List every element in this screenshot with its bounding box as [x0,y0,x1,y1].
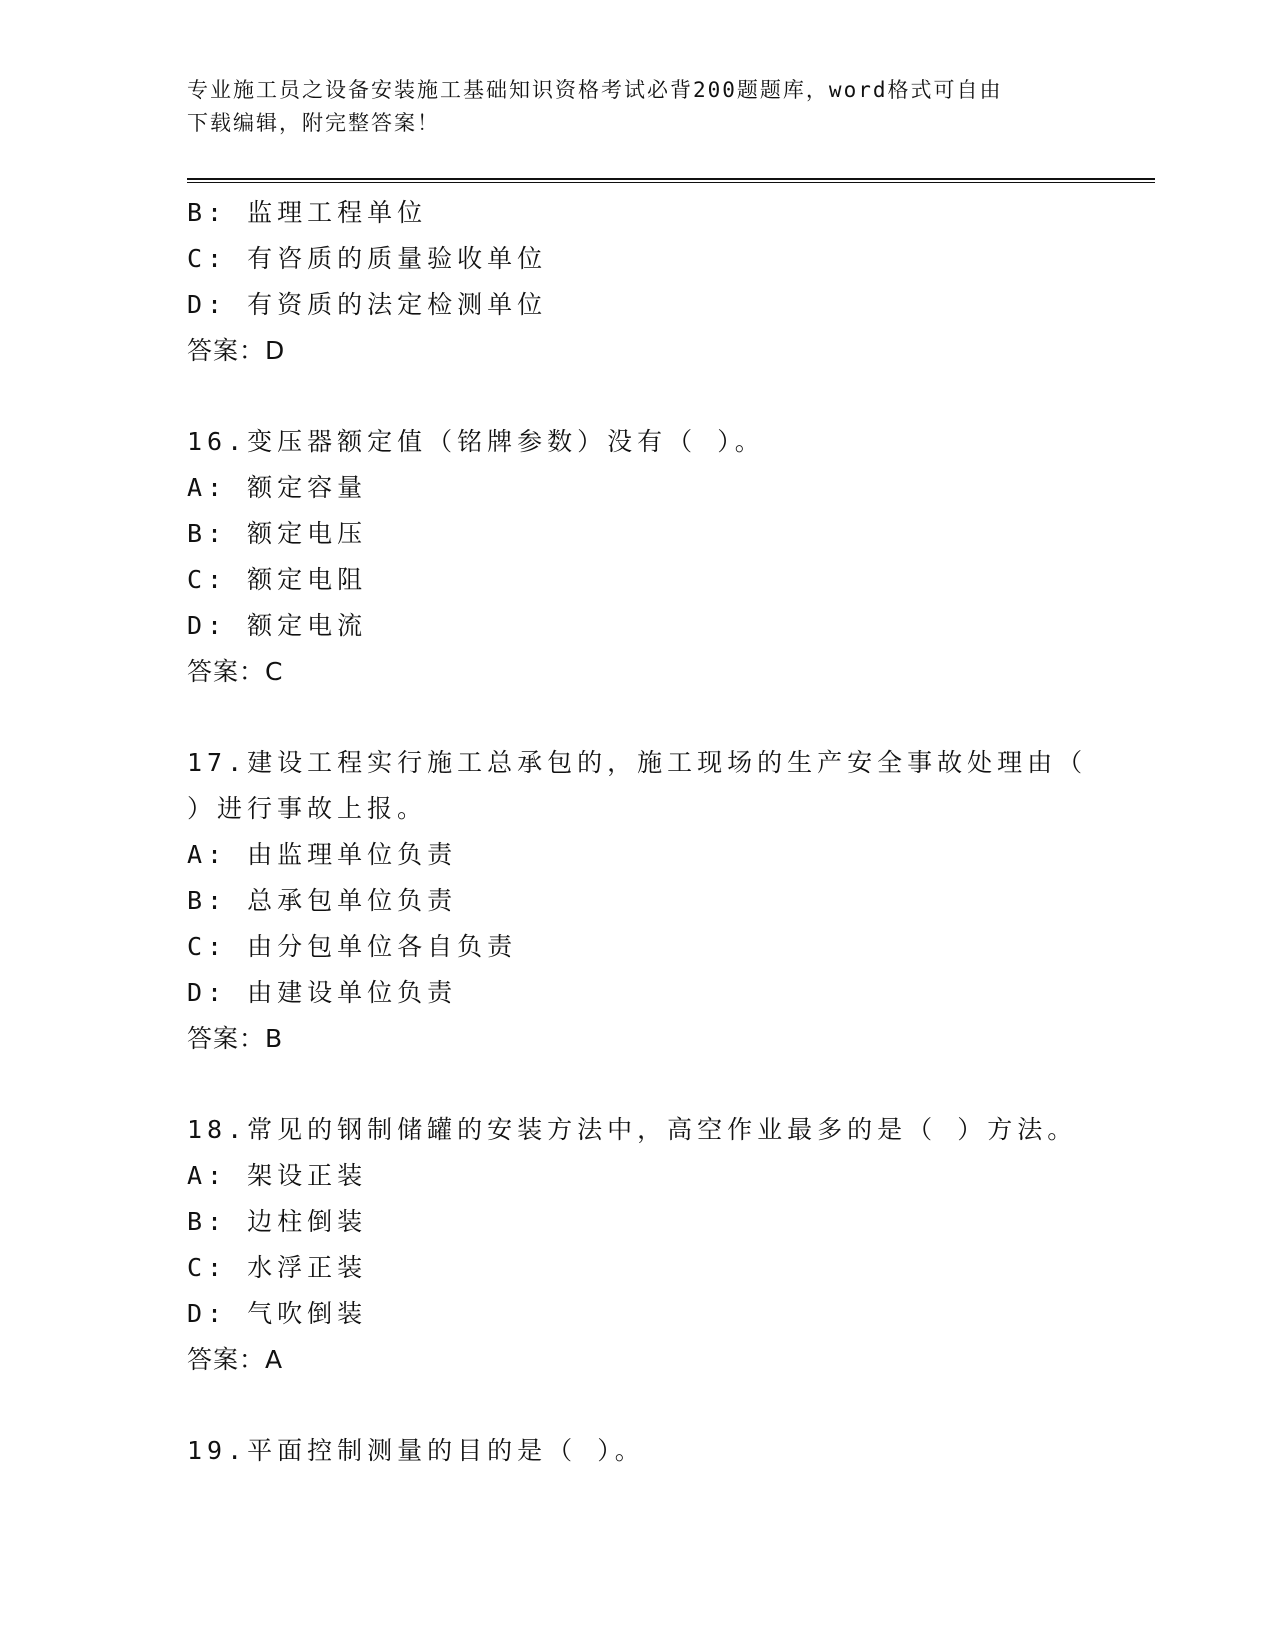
question-16 [187,419,1117,695]
document-header [187,74,1087,140]
question-15-continued [187,190,1117,374]
spacer [187,695,1117,740]
question-stem: 19.平面控制测量的目的是（ ）。 [187,1436,645,1465]
answer-line: 答案：D [187,336,286,365]
spacer [187,1062,1117,1107]
option-b: B: 监理工程单位 [187,198,428,227]
option-c: C: 由分包单位各自负责 [187,932,518,961]
option-c: C: 额定电阻 [187,565,368,594]
option-d: D: 由建设单位负责 [187,978,458,1007]
option-d: D: 气吹倒装 [187,1299,368,1328]
question-17 [187,740,1117,1062]
header-divider-thick [187,178,1155,180]
option-b: B: 总承包单位负责 [187,886,458,915]
answer-line: 答案：B [187,1024,284,1053]
question-stem-line-2: ）进行事故上报。 [187,794,428,823]
answer-line: 答案：C [187,657,284,686]
option-d: D: 额定电流 [187,611,368,640]
option-a: A: 由监理单位负责 [187,840,458,869]
question-stem: 16.变压器额定值（铭牌参数）没有（ ）。 [187,427,765,456]
spacer [187,374,1117,419]
option-a: A: 架设正装 [187,1161,368,1190]
header-title-line-2: 下载编辑，附完整答案！ [187,111,440,135]
question-list [187,190,1117,1474]
option-b: B: 边柱倒装 [187,1207,368,1236]
spacer [187,1383,1117,1428]
question-stem: 18.常见的钢制储罐的安装方法中，高空作业最多的是（ ）方法。 [187,1115,1078,1144]
option-a: A: 额定容量 [187,473,368,502]
header-title-line-1: 专业施工员之设备安装施工基础知识资格考试必背200题题库，word格式可自由 [187,78,1003,102]
question-stem-line-1: 17.建设工程实行施工总承包的，施工现场的生产安全事故处理由（ [187,748,1088,777]
option-b: B: 额定电压 [187,519,368,548]
option-d: D: 有资质的法定检测单位 [187,290,548,319]
option-c: C: 水浮正装 [187,1253,368,1282]
question-18 [187,1107,1117,1383]
question-19 [187,1428,1117,1474]
answer-line: 答案：A [187,1345,284,1374]
header-divider-thin [187,182,1155,183]
option-c: C: 有咨质的质量验收单位 [187,244,548,273]
